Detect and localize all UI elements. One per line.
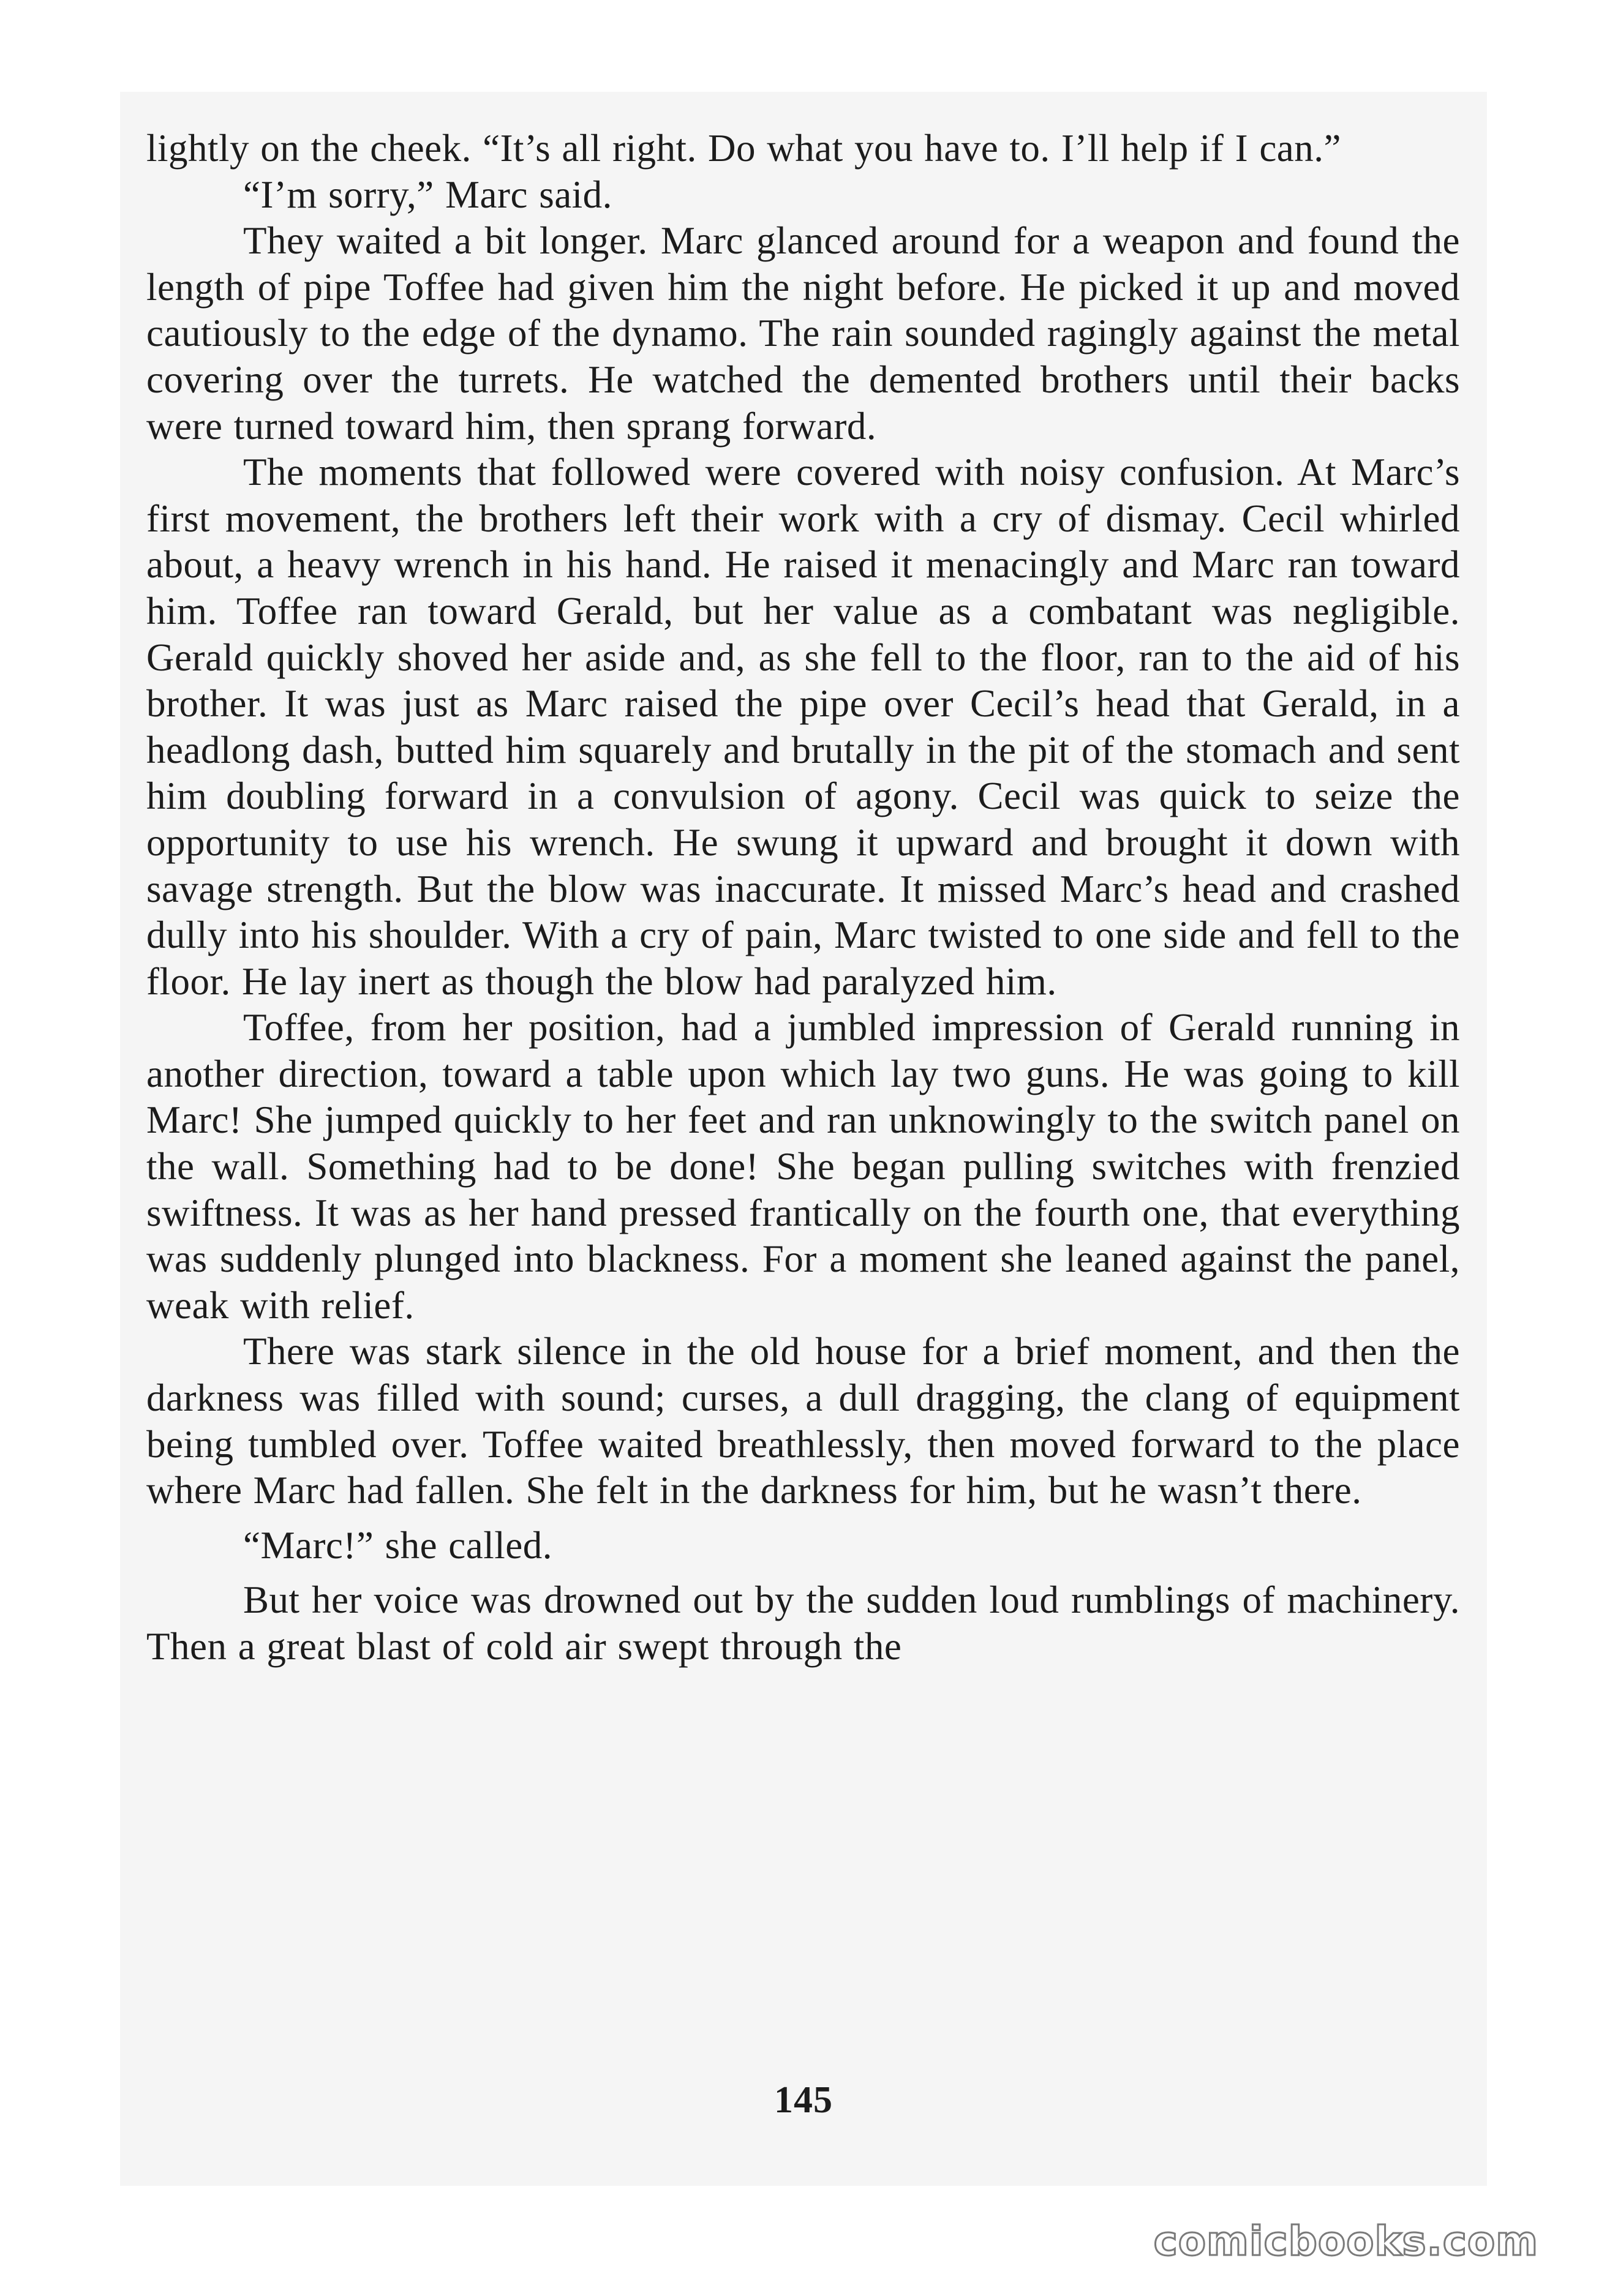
site-watermark: comicbooks.com [1153, 2218, 1538, 2265]
paragraph: The moments that followed were covered with noisy confusion. At Marc’s first movement, the brothers left their work with a cry of dismay. Cecil whirled about, a heavy wrench in his hand. He raised it menacingly and Marc ran toward him. Toffee ran toward Gerald, but her value as a combatant was negligible. Gerald quickly shoved her aside and, as she fell to the floor, ran to the aid of his brother. It was just as Marc raised the pipe over Cecil’s head that Gerald, in a headlong dash, butted him squarely and brutally in the pit of the stomach and sent him doubling forward in a convulsion of agony. Cecil was quick to seize the opportunity to use his wrench. He swung it upward and brought it down with savage strength. But the blow was inaccurate. It missed Marc’s head and crashed dully into his shoulder. With a cry of pain, Marc twisted to one side and fell to the floor. He lay inert as though the blow had paralyzed him. [146, 451, 1460, 1003]
paragraph: They waited a bit longer. Marc glanced around for a weapon and found the length of pipe Toffee had given him the night before. He picked it up and moved cautiously to the edge of the dynamo. The rain sounded ragingly against the metal covering over the turrets. He watched the demented brothers until their backs were turned toward him, then sprang forward. [146, 219, 1460, 448]
paragraph: “Marc!” she called. [243, 1523, 552, 1567]
paragraph-continuation: lightly on the cheek. “It’s all right. Do what you have to. I’ll help if I can.” [146, 127, 1341, 170]
paragraph: There was stark silence in the old house for a brief moment, and then the darkness was filled with sound; curses, a dull dragging, the clang of equipment being tumbled over. Toffee waited breathlessly, then moved forward to the place where Marc had fallen. She felt in the darkness for him, but he wasn’t there. [146, 1330, 1460, 1512]
body-text [146, 126, 1460, 1670]
paragraph: “I’m sorry,” Marc said. [243, 173, 612, 216]
page-number: 145 [774, 2079, 833, 2121]
paragraph: Toffee, from her position, had a jumbled impression of Gerald running in another direction, toward a table upon which lay two guns. He was going to kill Marc! She jumped quickly to her feet and ran unknowingly to the switch panel on the wall. Something had to be done! She began pulling switches with frenzied swiftness. It was as her hand pressed frantically on the fourth one, that everything was suddenly plunged into blackness. For a moment she leaned against the panel, weak with relief. [146, 1006, 1460, 1327]
paragraph: But her voice was drowned out by the sudden loud rumblings of machinery. Then a great blast of cold air swept through the [146, 1578, 1460, 1668]
